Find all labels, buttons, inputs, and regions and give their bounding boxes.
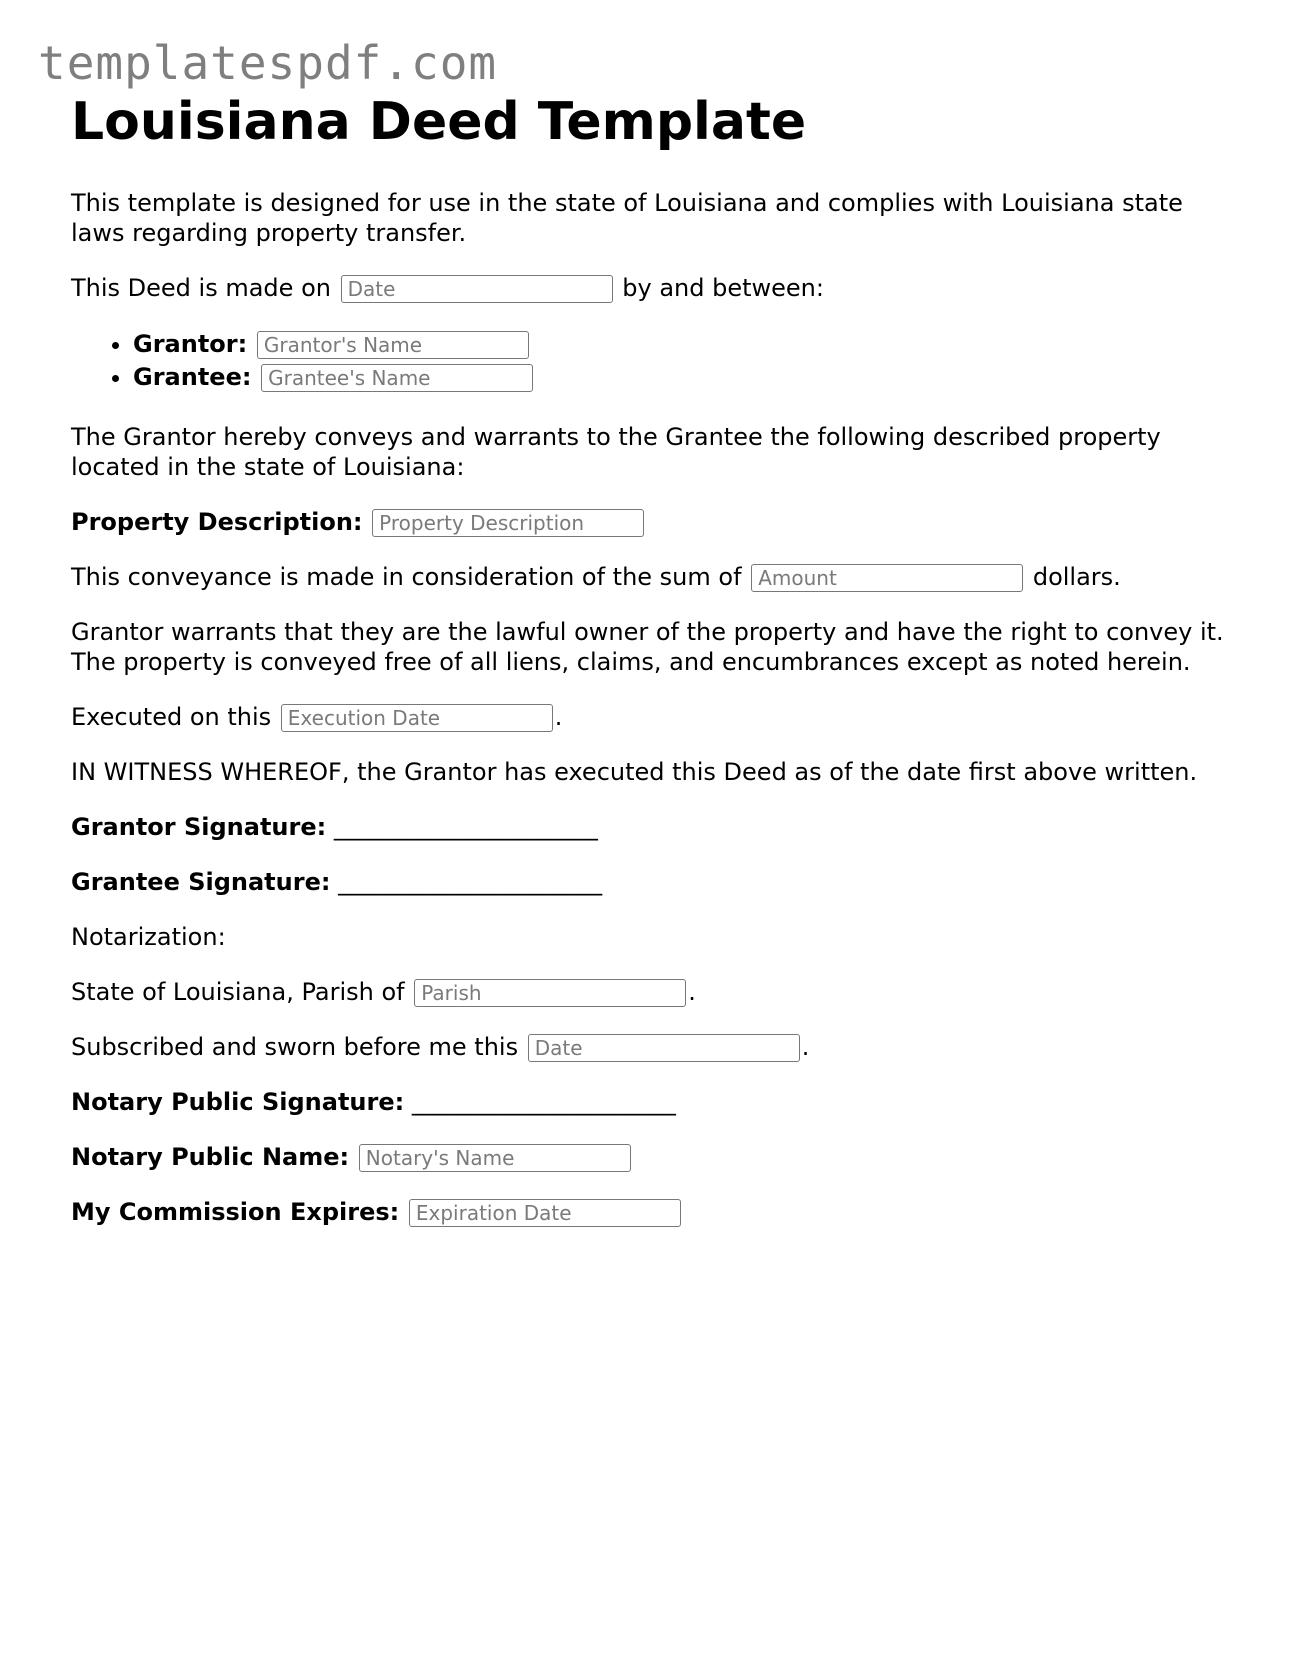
executed-suffix: . xyxy=(554,703,563,731)
parish-input[interactable]: Parish xyxy=(414,979,686,1007)
grantor-signature-blank[interactable]: ______________________ xyxy=(333,813,598,841)
amount-input[interactable]: Amount xyxy=(751,564,1023,592)
executed-prefix: Executed on this xyxy=(71,703,272,731)
notarization-heading: Notarization: xyxy=(71,923,226,951)
notary-signature-label: Notary Public Signature: xyxy=(71,1088,405,1116)
notary-name-input[interactable]: Notary's Name xyxy=(359,1144,631,1172)
expiration-date-input[interactable]: Expiration Date xyxy=(409,1199,681,1227)
watermark: templatespdf.com xyxy=(38,36,498,90)
sworn-line xyxy=(71,1032,1231,1062)
grantor-label: Grantor: xyxy=(133,330,248,358)
parish-prefix: State of Louisiana, Parish of xyxy=(71,978,405,1006)
grantee-label: Grantee: xyxy=(133,363,252,391)
property-label: Property Description: xyxy=(71,508,363,536)
parish-suffix: . xyxy=(688,978,696,1006)
property-line xyxy=(71,507,1231,537)
deed-made-prefix: This Deed is made on xyxy=(71,274,331,302)
property-description-input[interactable]: Property Description xyxy=(372,509,644,537)
grantor-signature-label: Grantor Signature: xyxy=(71,813,327,841)
consideration-suffix: dollars. xyxy=(1032,563,1121,591)
consideration-prefix: This conveyance is made in consideration of the sum of xyxy=(71,563,742,591)
grantee-name-input[interactable]: Grantee's Name xyxy=(261,364,533,392)
notary-name-label: Notary Public Name: xyxy=(71,1143,350,1171)
list-item xyxy=(133,328,1231,361)
notary-name-line xyxy=(71,1142,1231,1172)
witness-text: IN WITNESS WHEREOF, the Grantor has executed this Deed as of the date first above written. xyxy=(71,758,1198,786)
list-item xyxy=(133,361,1231,394)
deed-document xyxy=(71,90,1231,1252)
grantor-signature-line xyxy=(71,812,1231,842)
sworn-date-input[interactable]: Date xyxy=(528,1034,800,1062)
grantee-signature-blank[interactable]: ______________________ xyxy=(338,868,603,896)
execution-date-input[interactable]: Execution Date xyxy=(281,704,553,732)
conveys-text: The Grantor hereby conveys and warrants to the Grantee the following described property located in the state of Louisiana: xyxy=(71,423,1161,481)
intro-text: This template is designed for use in the state of Louisiana and complies with Louisiana state laws regarding property transfer. xyxy=(71,189,1183,247)
sworn-suffix: . xyxy=(801,1033,810,1061)
notary-signature-blank[interactable]: ______________________ xyxy=(411,1088,676,1116)
grantor-name-input[interactable]: Grantor's Name xyxy=(257,331,529,359)
grantee-signature-label: Grantee Signature: xyxy=(71,868,331,896)
executed-line xyxy=(71,702,1231,732)
deed-date-input[interactable]: Date xyxy=(341,275,613,303)
sworn-prefix: Subscribed and sworn before me this xyxy=(71,1033,519,1061)
commission-label: My Commission Expires: xyxy=(71,1198,400,1226)
deed-made-line xyxy=(71,273,1231,303)
deed-made-suffix: by and between: xyxy=(622,274,824,302)
warranty-text: Grantor warrants that they are the lawful owner of the property and have the right to convey it. The property is conveyed free of all liens, claims, and encumbrances except as noted herein. xyxy=(71,618,1224,676)
notary-signature-line xyxy=(71,1087,1231,1117)
parish-line xyxy=(71,977,1231,1007)
consideration-line xyxy=(71,562,1231,592)
parties-list xyxy=(71,328,1231,394)
commission-line xyxy=(71,1197,1231,1227)
grantee-signature-line xyxy=(71,867,1231,897)
page-title: Louisiana Deed Template xyxy=(71,92,807,152)
